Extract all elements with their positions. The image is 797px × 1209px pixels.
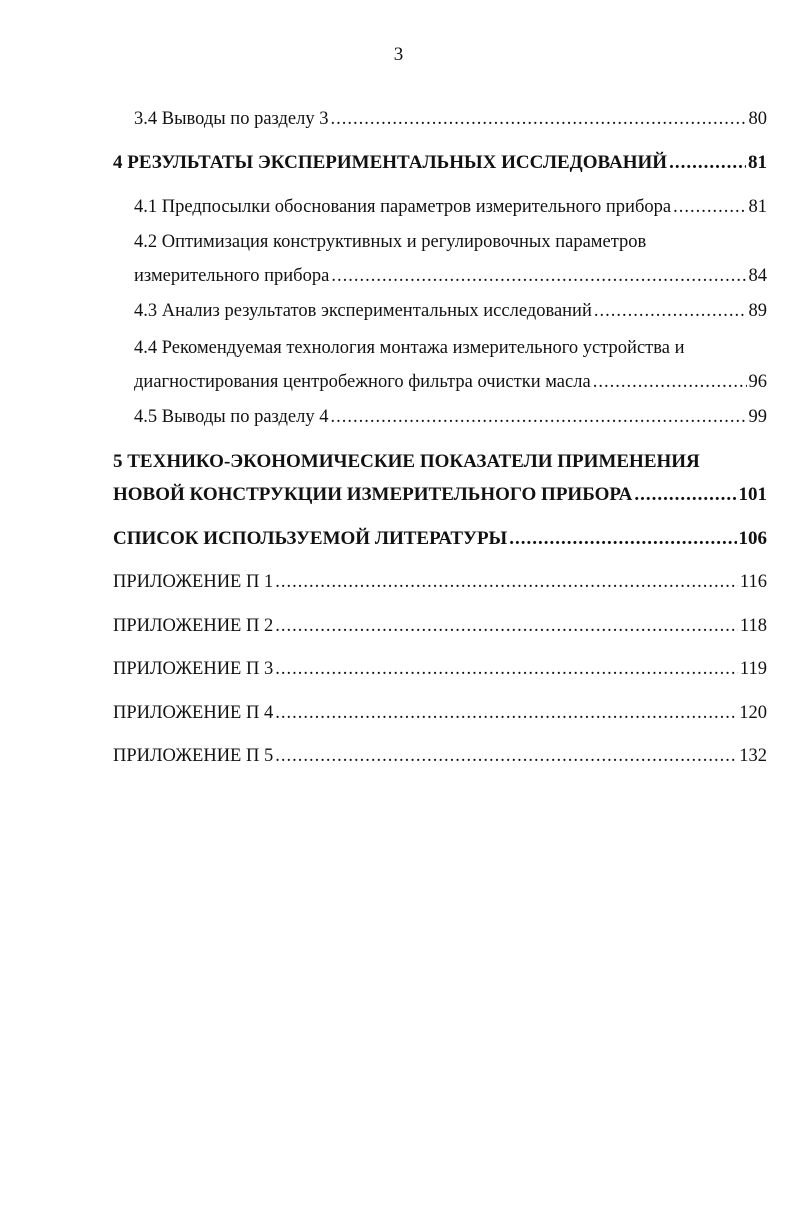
toc-entry-page: 80 [748,109,767,129]
toc-entry-4-2[interactable] [134,267,767,286]
toc-entry-title: ПРИЛОЖЕНИЕ П 2 [113,616,274,636]
toc-entry-title: диагностирования центробежного фильтра очистки масла [134,372,591,392]
toc-entry-page: 81 [748,197,767,217]
toc-entry-page: 116 [739,572,767,592]
toc-entry-title: 4 РЕЗУЛЬТАТЫ ЭКСПЕРИМЕНТАЛЬНЫХ ИССЛЕДОВАНИЙ [113,152,668,173]
toc-leader-dots [669,153,746,172]
toc-leader-dots [673,198,746,217]
toc-entry-4-1[interactable] [134,198,767,217]
toc-entry-page: 106 [738,528,767,549]
toc-entry-title: ПРИЛОЖЕНИЕ П 1 [113,572,274,592]
toc-entry-page: 89 [748,301,767,321]
toc-leader-dots [594,302,747,321]
toc-entry-page: 99 [748,407,767,427]
toc-leader-dots [593,373,747,392]
toc-references[interactable] [113,529,767,548]
toc-leader-dots [275,617,738,636]
toc-entry-4-4[interactable] [134,373,767,392]
toc-entry-4-2-line1[interactable]: 4.2 Оптимизация конструктивных и регулировочных параметров [134,232,647,252]
toc-entry-title: СПИСОК ИСПОЛЬЗУЕМОЙ ЛИТЕРАТУРЫ [113,528,508,549]
toc-entry-page: 119 [739,659,767,679]
toc-chapter-5-line1[interactable]: 5 ТЕХНИКО-ЭКОНОМИЧЕСКИЕ ПОКАЗАТЕЛИ ПРИМЕНЕНИЯ [113,451,700,472]
toc-entry-page: 96 [748,372,767,392]
toc-entry-title: 4.3 Анализ результатов экспериментальных исследований [134,301,592,321]
toc-leader-dots [331,110,747,129]
toc-chapter-5[interactable] [113,485,767,504]
toc-chapter-4[interactable] [113,153,767,172]
toc-entry-title: НОВОЙ КОНСТРУКЦИИ ИЗМЕРИТЕЛЬНОГО ПРИБОРА [113,484,633,505]
toc-entry-page: 120 [739,703,767,723]
toc-leader-dots [634,485,736,504]
page-number: 3 [393,44,404,65]
toc-entry-title: ПРИЛОЖЕНИЕ П 3 [113,659,274,679]
toc-entry-title: 4.5 Выводы по разделу 4 [134,407,329,427]
toc-leader-dots [275,704,737,723]
toc-appendix-5[interactable] [113,747,767,766]
toc-leader-dots [509,529,736,548]
toc-entry-title: измерительного прибора [134,266,330,286]
toc-entry-page: 118 [739,616,767,636]
toc-entry-title: ПРИЛОЖЕНИЕ П 5 [113,746,274,766]
toc-leader-dots [331,267,746,286]
toc-entry-page: 84 [748,266,767,286]
toc-appendix-1[interactable] [113,573,767,592]
toc-entry-page: 81 [748,152,767,173]
toc-entry-title: 3.4 Выводы по разделу 3 [134,109,329,129]
toc-entry-3-4[interactable] [134,110,767,129]
toc-leader-dots [275,573,738,592]
toc-entry-4-3[interactable] [134,302,767,321]
toc-leader-dots [331,408,747,427]
toc-appendix-4[interactable] [113,704,767,723]
toc-leader-dots [275,747,737,766]
toc-appendix-2[interactable] [113,617,767,636]
toc-leader-dots [275,660,738,679]
toc-entry-page: 101 [738,484,767,505]
toc-entry-4-4-line1[interactable]: 4.4 Рекомендуемая технология монтажа измерительного устройства и [134,338,685,358]
toc-entry-4-5[interactable] [134,408,767,427]
toc-entry-page: 132 [739,746,767,766]
toc-appendix-3[interactable] [113,660,767,679]
toc-entry-title: ПРИЛОЖЕНИЕ П 4 [113,703,274,723]
toc-entry-title: 4.1 Предпосылки обоснования параметров измерительного прибора [134,197,672,217]
